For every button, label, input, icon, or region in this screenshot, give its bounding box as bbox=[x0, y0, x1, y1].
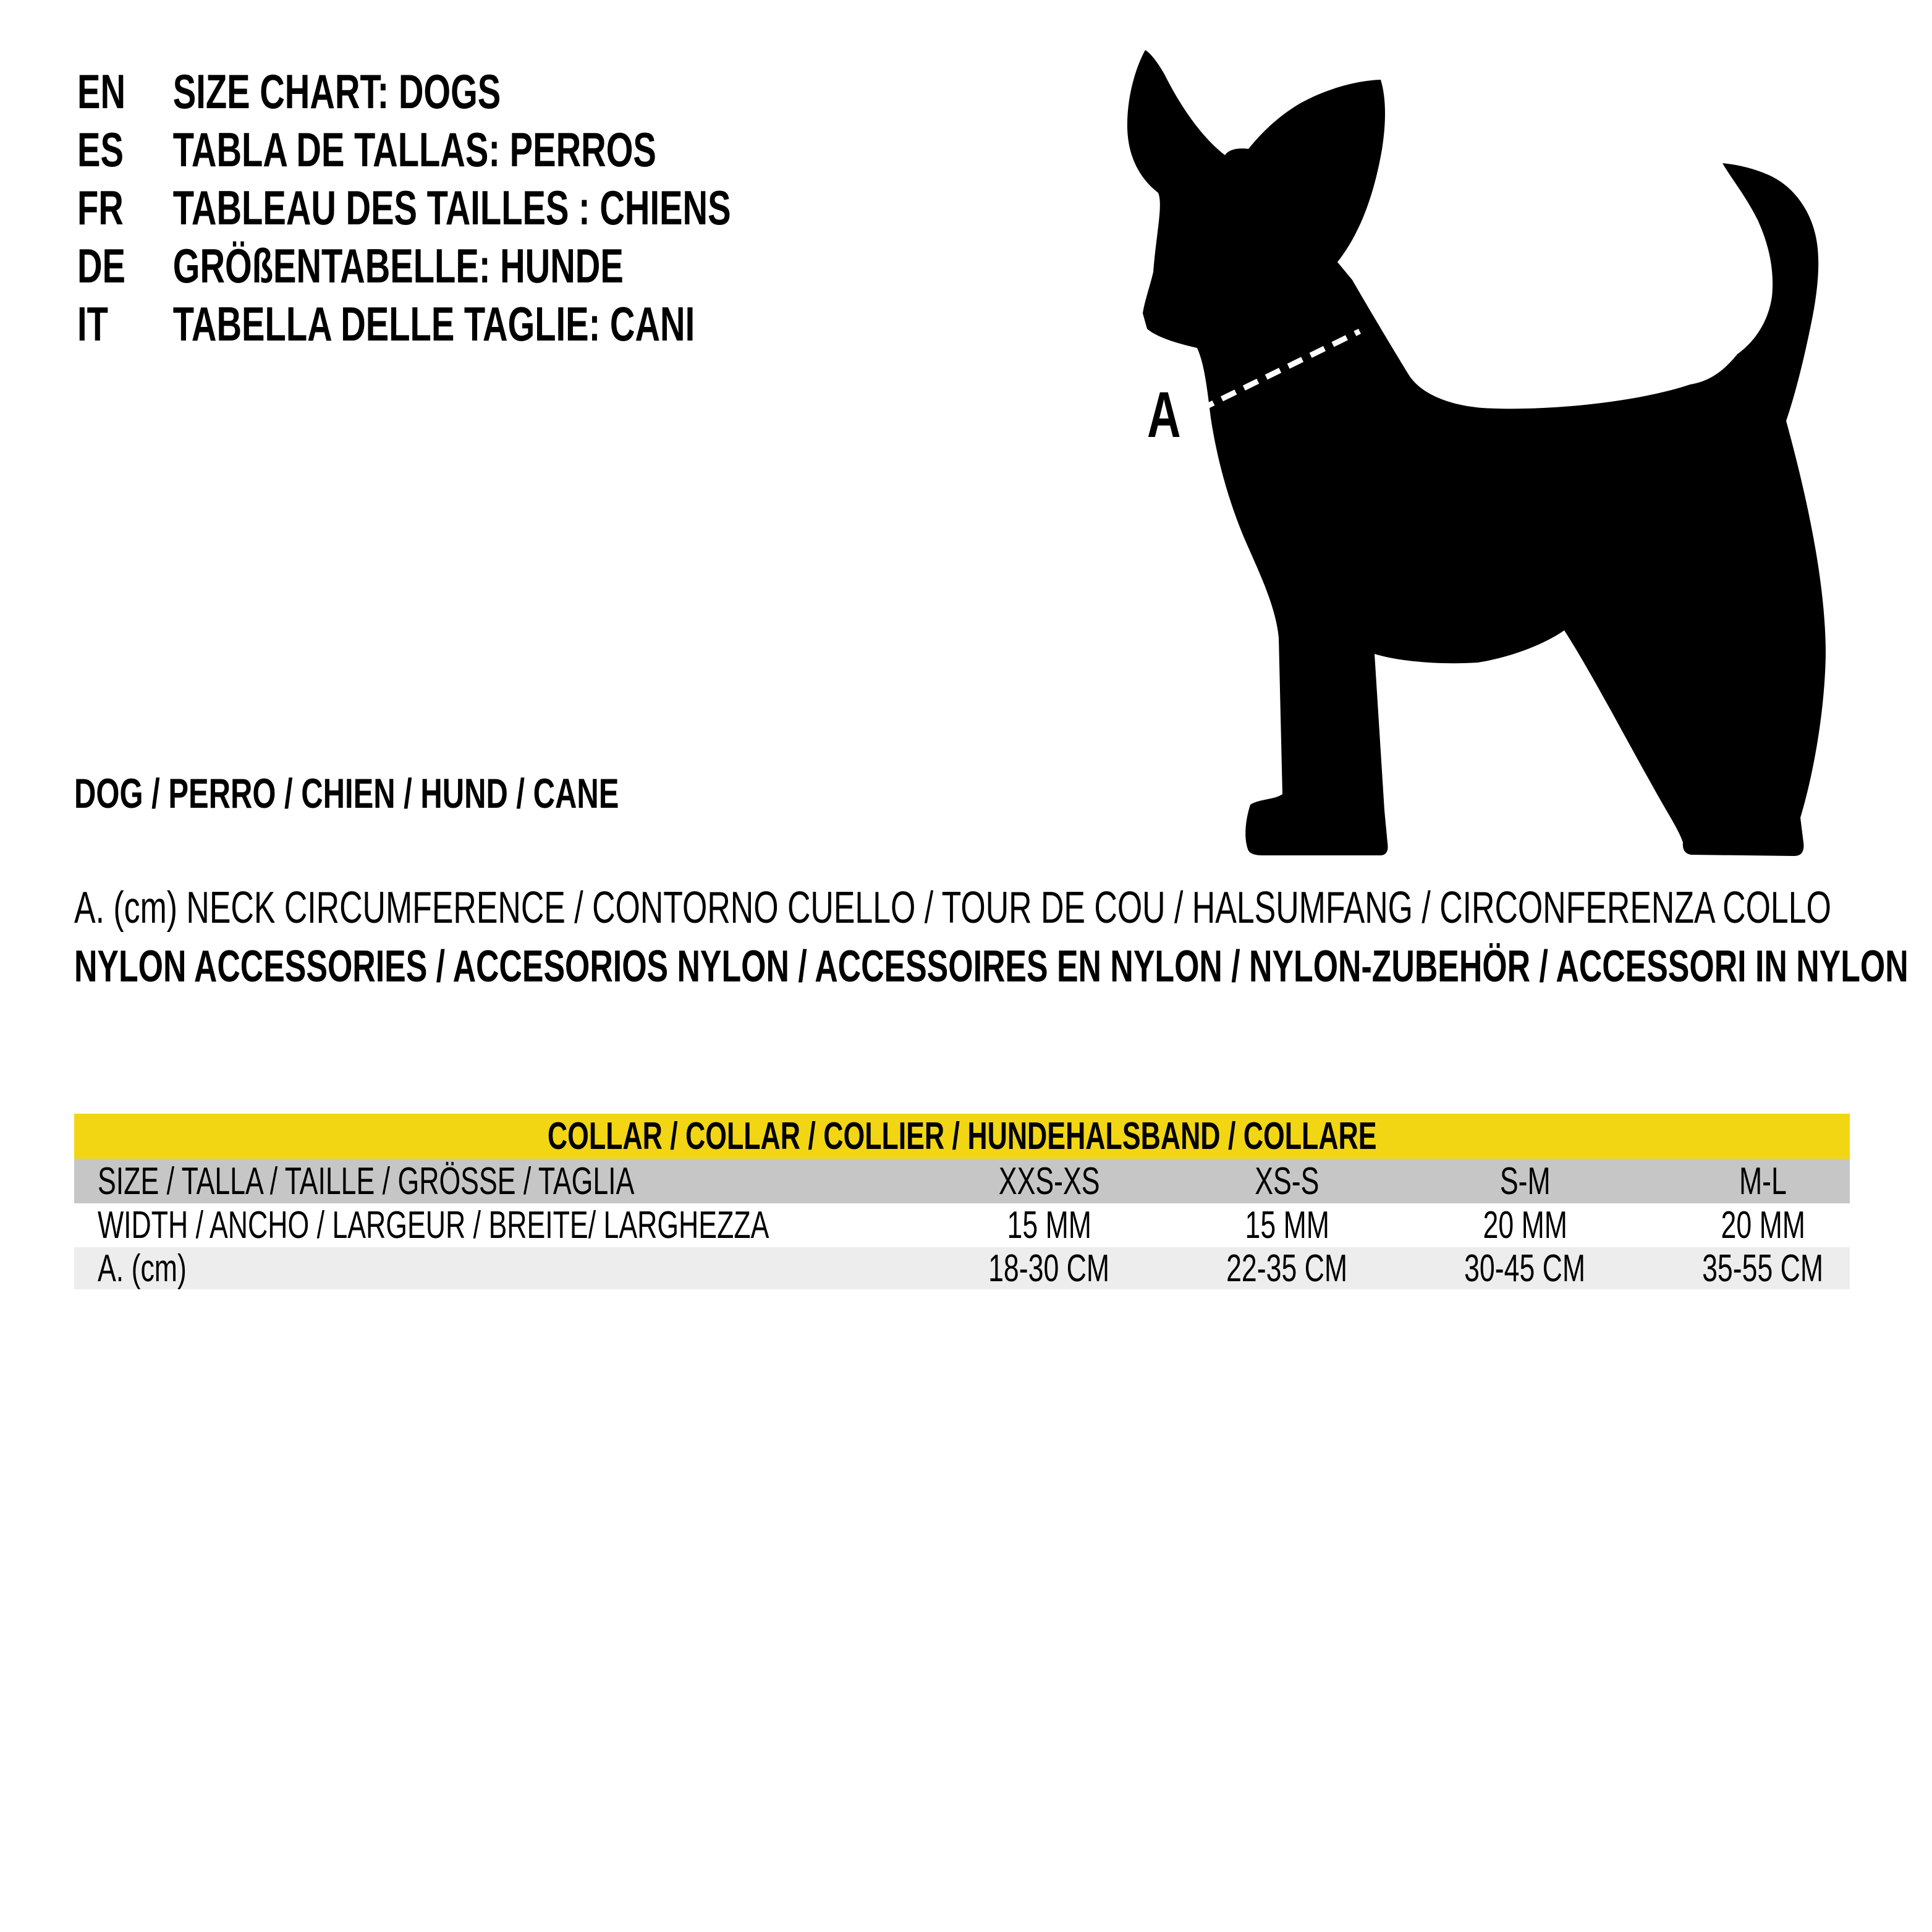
language-title-row bbox=[77, 295, 985, 353]
table-row-size bbox=[74, 1159, 1850, 1203]
measure-point-a-label: A bbox=[1147, 379, 1181, 451]
table-title: COLLAR / COLLAR / COLLIER / HUNDEHALSBAND / COLLARE bbox=[547, 1115, 1377, 1158]
dog-silhouette-path bbox=[1127, 50, 1826, 856]
row-label-neck: A. (cm) bbox=[98, 1247, 187, 1290]
language-code: FR bbox=[77, 180, 124, 235]
size-value: XS-S bbox=[1255, 1159, 1320, 1203]
neck-value: 22-35 CM bbox=[1226, 1247, 1348, 1290]
width-value: 20 MM bbox=[1483, 1204, 1567, 1247]
table-row-neck bbox=[74, 1247, 1850, 1289]
row-label-size: SIZE / TALLA / TAILLE / GRÖSSE / TAGLIA bbox=[98, 1159, 635, 1203]
language-title: SIZE CHART: DOGS bbox=[172, 64, 501, 119]
language-code: DE bbox=[77, 239, 126, 293]
language-title-row bbox=[77, 62, 985, 121]
size-value: M-L bbox=[1739, 1159, 1787, 1203]
collar-size-table bbox=[74, 1114, 1850, 1289]
dog-silhouette bbox=[1125, 37, 1842, 859]
neck-circumference-note: A. (cm) NECK CIRCUMFERENCE / CONTORNO CUELLO / TOUR DE COU / HALSUMFANG / CIRCONFERENZA COLLO bbox=[74, 883, 1831, 933]
language-code: IT bbox=[77, 297, 108, 351]
size-value: S-M bbox=[1499, 1159, 1551, 1203]
neck-value: 18-30 CM bbox=[988, 1247, 1110, 1290]
language-title: TABLA DE TALLAS: PERROS bbox=[172, 122, 656, 177]
language-code: EN bbox=[77, 64, 126, 119]
notes-block bbox=[74, 879, 1932, 996]
language-title-row bbox=[77, 179, 985, 237]
language-title-row bbox=[77, 237, 985, 295]
width-value: 15 MM bbox=[1245, 1204, 1329, 1247]
table-title-row bbox=[74, 1114, 1850, 1159]
row-label-width: WIDTH / ANCHO / LARGEUR / BREITE/ LARGHEZZA bbox=[98, 1204, 769, 1247]
dog-measurement-diagram bbox=[1125, 37, 1842, 859]
language-title-block bbox=[77, 62, 985, 353]
language-title: TABLEAU DES TAILLES : CHIENS bbox=[172, 180, 731, 235]
language-title: TABELLA DELLE TAGLIE: CANI bbox=[172, 297, 695, 351]
neck-value: 30-45 CM bbox=[1464, 1247, 1586, 1290]
dog-caption: DOG / PERRO / CHIEN / HUND / CANE bbox=[74, 770, 619, 817]
language-code: ES bbox=[77, 122, 124, 177]
language-title-row bbox=[77, 121, 985, 179]
nylon-accessories-note: NYLON ACCESSORIES / ACCESORIOS NYLON / ACCESSOIRES EN NYLON / NYLON-ZUBEHÖR / ACCESSORI IN NYLON bbox=[74, 942, 1909, 991]
size-value: XXS-XS bbox=[998, 1159, 1100, 1203]
language-title: GRÖßENTABELLE: HUNDE bbox=[172, 239, 624, 293]
neck-value: 35-55 CM bbox=[1702, 1247, 1824, 1290]
width-value: 20 MM bbox=[1721, 1204, 1805, 1247]
width-value: 15 MM bbox=[1007, 1204, 1091, 1247]
table-row-width bbox=[74, 1203, 1850, 1247]
